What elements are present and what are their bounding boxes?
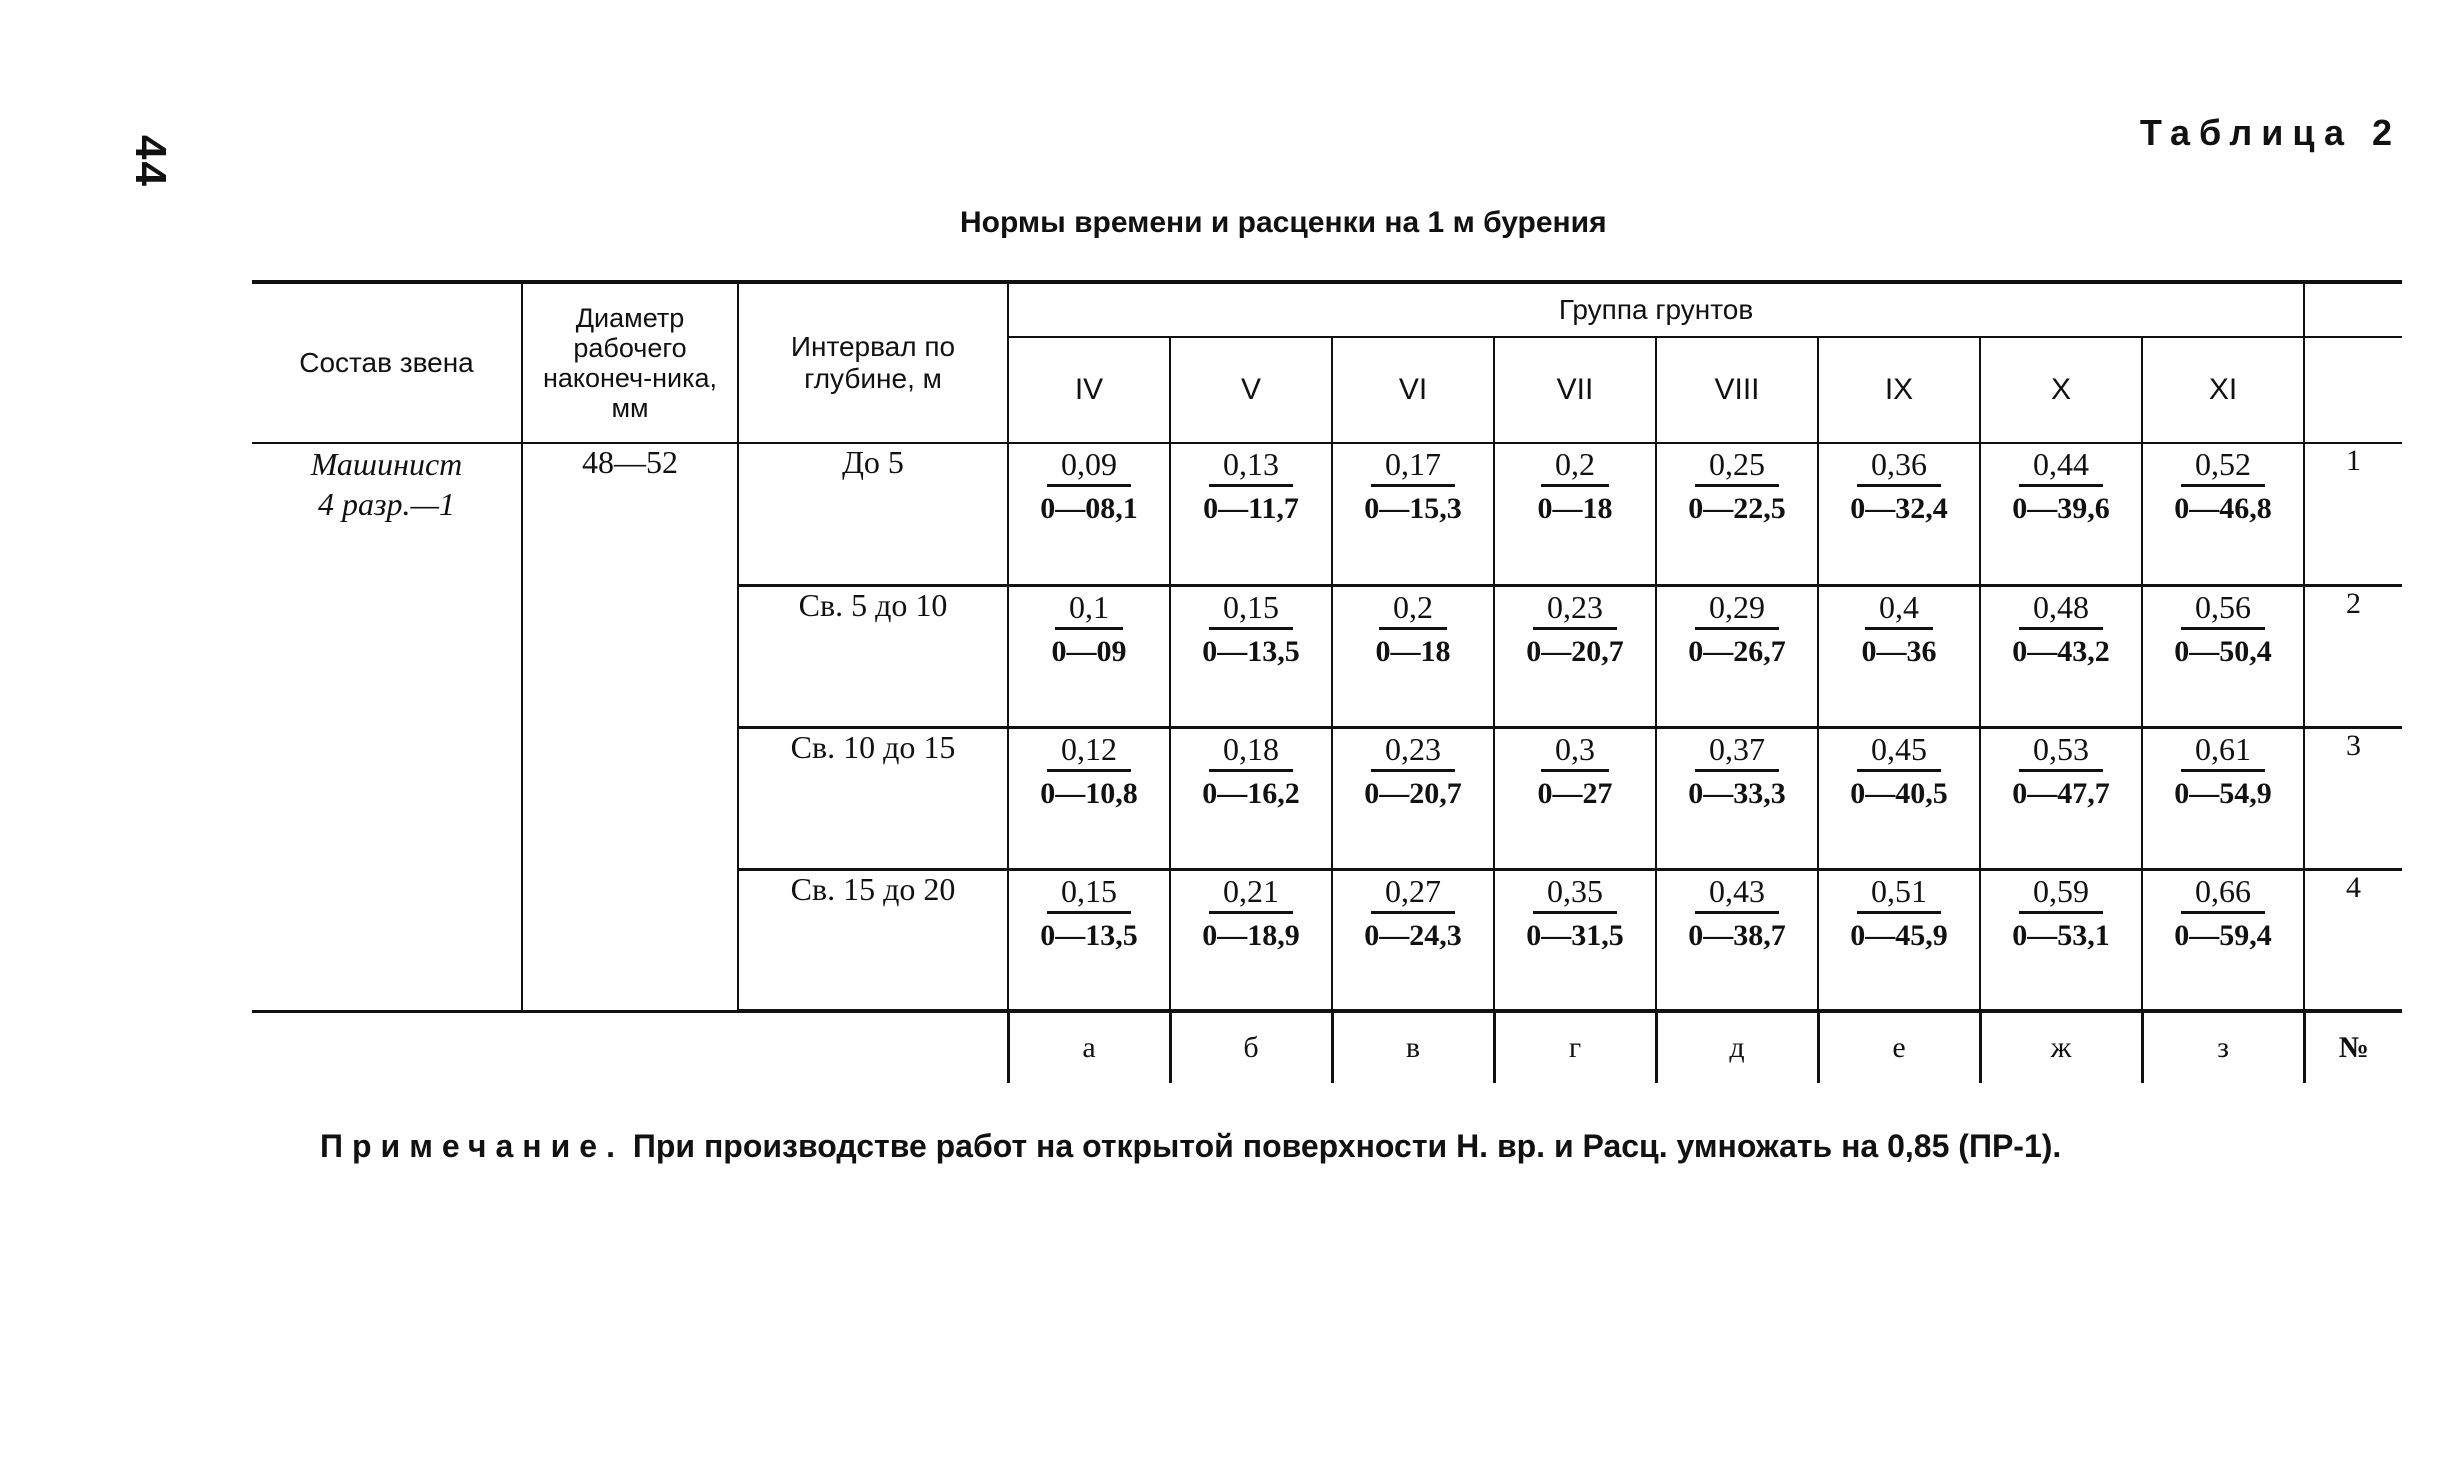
rate-value: 0—13,5 — [1040, 918, 1138, 952]
rate-value: 0—08,1 — [1040, 492, 1138, 525]
time-norm: 0,51 — [1857, 871, 1941, 914]
time-norm: 0,17 — [1371, 444, 1455, 487]
time-norm: 0,36 — [1857, 444, 1941, 487]
time-norm: 0,44 — [2019, 444, 2103, 487]
time-norm: 0,61 — [2181, 729, 2265, 772]
diameter-cell: 48—52 — [522, 443, 738, 1011]
rate-value: 0—36 — [1861, 634, 1937, 668]
rate-value: 0—54,9 — [2174, 776, 2272, 810]
norm-cell — [1980, 727, 2142, 869]
rate-value: 0—20,7 — [1364, 776, 1462, 810]
norm-cell — [1008, 443, 1170, 585]
norm-cell — [1494, 585, 1656, 727]
rate-value: 0—11,7 — [1203, 492, 1299, 525]
header-group-6: IX — [1818, 337, 1980, 443]
norm-cell — [1170, 727, 1332, 869]
interval-cell: Св. 10 до 15 — [738, 727, 1008, 869]
rate-value: 0—40,5 — [1850, 776, 1948, 810]
note-text: При производстве работ на открытой поверхности Н. вр. и Расц. умножать на 0,85 (ПР-1). — [632, 1128, 2062, 1164]
interval-cell: Св. 5 до 10 — [738, 585, 1008, 727]
norm-cell — [1494, 443, 1656, 585]
rate-value: 0—45,9 — [1850, 918, 1948, 952]
header-num-blank — [2304, 337, 2402, 443]
row-number: 3 — [2304, 727, 2402, 869]
row-number: 1 — [2304, 443, 2402, 585]
time-norm: 0,66 — [2181, 871, 2265, 914]
rate-value: 0—43,2 — [2012, 634, 2110, 668]
time-norm: 0,25 — [1695, 444, 1779, 487]
norm-cell — [1494, 727, 1656, 869]
column-letter: ж — [1980, 1011, 2142, 1083]
rate-value: 0—22,5 — [1688, 492, 1786, 525]
norm-cell — [2142, 869, 2304, 1011]
column-letter: з — [2142, 1011, 2304, 1083]
column-letter: е — [1818, 1011, 1980, 1083]
norm-cell — [1170, 585, 1332, 727]
rate-value: 0—18 — [1375, 634, 1451, 668]
time-norm: 0,13 — [1209, 444, 1293, 487]
rate-value: 0—16,2 — [1202, 776, 1300, 810]
header-group-7: X — [1980, 337, 2142, 443]
note-label: Примечание. — [320, 1128, 624, 1164]
time-norm: 0,29 — [1695, 587, 1779, 630]
norm-cell — [1332, 727, 1494, 869]
norm-cell — [1008, 727, 1170, 869]
norm-cell — [2142, 443, 2304, 585]
header-group-5: VIII — [1656, 337, 1818, 443]
rate-value: 0—50,4 — [2174, 634, 2272, 668]
header-group-4: VII — [1494, 337, 1656, 443]
time-norm: 0,43 — [1695, 871, 1779, 914]
rate-value: 0—24,3 — [1364, 918, 1462, 952]
rate-value: 0—27 — [1537, 776, 1613, 810]
norm-cell — [2142, 585, 2304, 727]
rate-value: 0—39,6 — [2012, 492, 2110, 525]
norm-cell — [1980, 585, 2142, 727]
rate-value: 0—18 — [1537, 492, 1613, 525]
norm-cell — [1656, 443, 1818, 585]
page-number: 44 — [126, 135, 175, 188]
time-norm: 0,27 — [1371, 871, 1455, 914]
time-norm: 0,15 — [1209, 587, 1293, 630]
composition-line1: Машинист — [310, 446, 463, 482]
rate-value: 0—31,5 — [1526, 918, 1624, 952]
interval-cell: Св. 15 до 20 — [738, 869, 1008, 1011]
column-letter: в — [1332, 1011, 1494, 1083]
norm-cell — [1656, 585, 1818, 727]
norm-cell — [1494, 869, 1656, 1011]
time-norm: 0,59 — [2019, 871, 2103, 914]
header-soil-group: Группа грунтов — [1008, 282, 2304, 337]
rate-value: 0—32,4 — [1850, 492, 1948, 525]
norm-cell — [1818, 585, 1980, 727]
rate-value: 0—18,9 — [1202, 918, 1300, 952]
header-interval: Интервал по глубине, м — [738, 282, 1008, 443]
header-group-2: V — [1170, 337, 1332, 443]
rate-value: 0—13,5 — [1202, 634, 1300, 668]
header-composition: Состав звена — [252, 282, 522, 443]
table-title: Нормы времени и расценки на 1 м бурения — [960, 206, 1607, 239]
time-norm: 0,35 — [1533, 871, 1617, 914]
norm-cell — [1818, 869, 1980, 1011]
time-norm: 0,53 — [2019, 729, 2103, 772]
norm-cell — [1008, 869, 1170, 1011]
number-sign: № — [2304, 1011, 2402, 1083]
header-group-1: IV — [1008, 337, 1170, 443]
norm-cell — [1332, 585, 1494, 727]
rate-value: 0—38,7 — [1688, 918, 1786, 952]
time-norm: 0,09 — [1047, 444, 1131, 487]
column-letter: г — [1494, 1011, 1656, 1083]
rate-value: 0—33,3 — [1688, 776, 1786, 810]
time-norm: 0,45 — [1857, 729, 1941, 772]
composition-cell — [252, 443, 522, 1011]
header-group-8: XI — [2142, 337, 2304, 443]
time-norm: 0,56 — [2181, 587, 2265, 630]
rate-value: 0—46,8 — [2174, 492, 2272, 525]
interval-cell: До 5 — [738, 443, 1008, 585]
time-norm: 0,48 — [2019, 587, 2103, 630]
time-norm: 0,18 — [1209, 729, 1293, 772]
table-label: Таблица 2 — [2139, 112, 2401, 153]
row-number: 4 — [2304, 869, 2402, 1011]
rate-value: 0—20,7 — [1526, 634, 1624, 668]
header-group-3: VI — [1332, 337, 1494, 443]
rate-value: 0—09 — [1051, 634, 1127, 668]
rate-value: 0—53,1 — [2012, 918, 2110, 952]
time-norm: 0,23 — [1371, 729, 1455, 772]
time-norm: 0,21 — [1209, 871, 1293, 914]
norm-cell — [1170, 869, 1332, 1011]
norm-cell — [1980, 869, 2142, 1011]
time-norm: 0,2 — [1541, 444, 1609, 487]
norm-cell — [1656, 727, 1818, 869]
column-letter: а — [1008, 1011, 1170, 1083]
time-norm: 0,2 — [1379, 587, 1447, 630]
norms-table — [252, 280, 2402, 1083]
rate-value: 0—47,7 — [2012, 776, 2110, 810]
column-letter: д — [1656, 1011, 1818, 1083]
rate-value: 0—26,7 — [1688, 634, 1786, 668]
note — [320, 1128, 2061, 1165]
header-num-top — [2304, 282, 2402, 337]
time-norm: 0,23 — [1533, 587, 1617, 630]
time-norm: 0,12 — [1047, 729, 1131, 772]
norm-cell — [1332, 869, 1494, 1011]
norm-cell — [1170, 443, 1332, 585]
norm-cell — [1818, 727, 1980, 869]
time-norm: 0,3 — [1541, 729, 1609, 772]
header-diameter: Диаметр рабочего наконеч-ника, мм — [522, 282, 738, 443]
norm-cell — [1818, 443, 1980, 585]
table-row — [252, 443, 2402, 585]
norm-cell — [1656, 869, 1818, 1011]
time-norm: 0,15 — [1047, 871, 1131, 914]
norm-cell — [1008, 585, 1170, 727]
norm-cell — [2142, 727, 2304, 869]
norm-cell — [1980, 443, 2142, 585]
time-norm: 0,1 — [1055, 587, 1123, 630]
time-norm: 0,4 — [1865, 587, 1933, 630]
time-norm: 0,52 — [2181, 444, 2265, 487]
footer-blank — [252, 1011, 1008, 1083]
time-norm: 0,37 — [1695, 729, 1779, 772]
composition-line2: 4 разр.—1 — [318, 486, 455, 522]
rate-value: 0—10,8 — [1040, 776, 1138, 810]
rate-value: 0—15,3 — [1364, 492, 1462, 525]
norm-cell — [1332, 443, 1494, 585]
row-number: 2 — [2304, 585, 2402, 727]
column-letter: б — [1170, 1011, 1332, 1083]
rate-value: 0—59,4 — [2174, 918, 2272, 952]
